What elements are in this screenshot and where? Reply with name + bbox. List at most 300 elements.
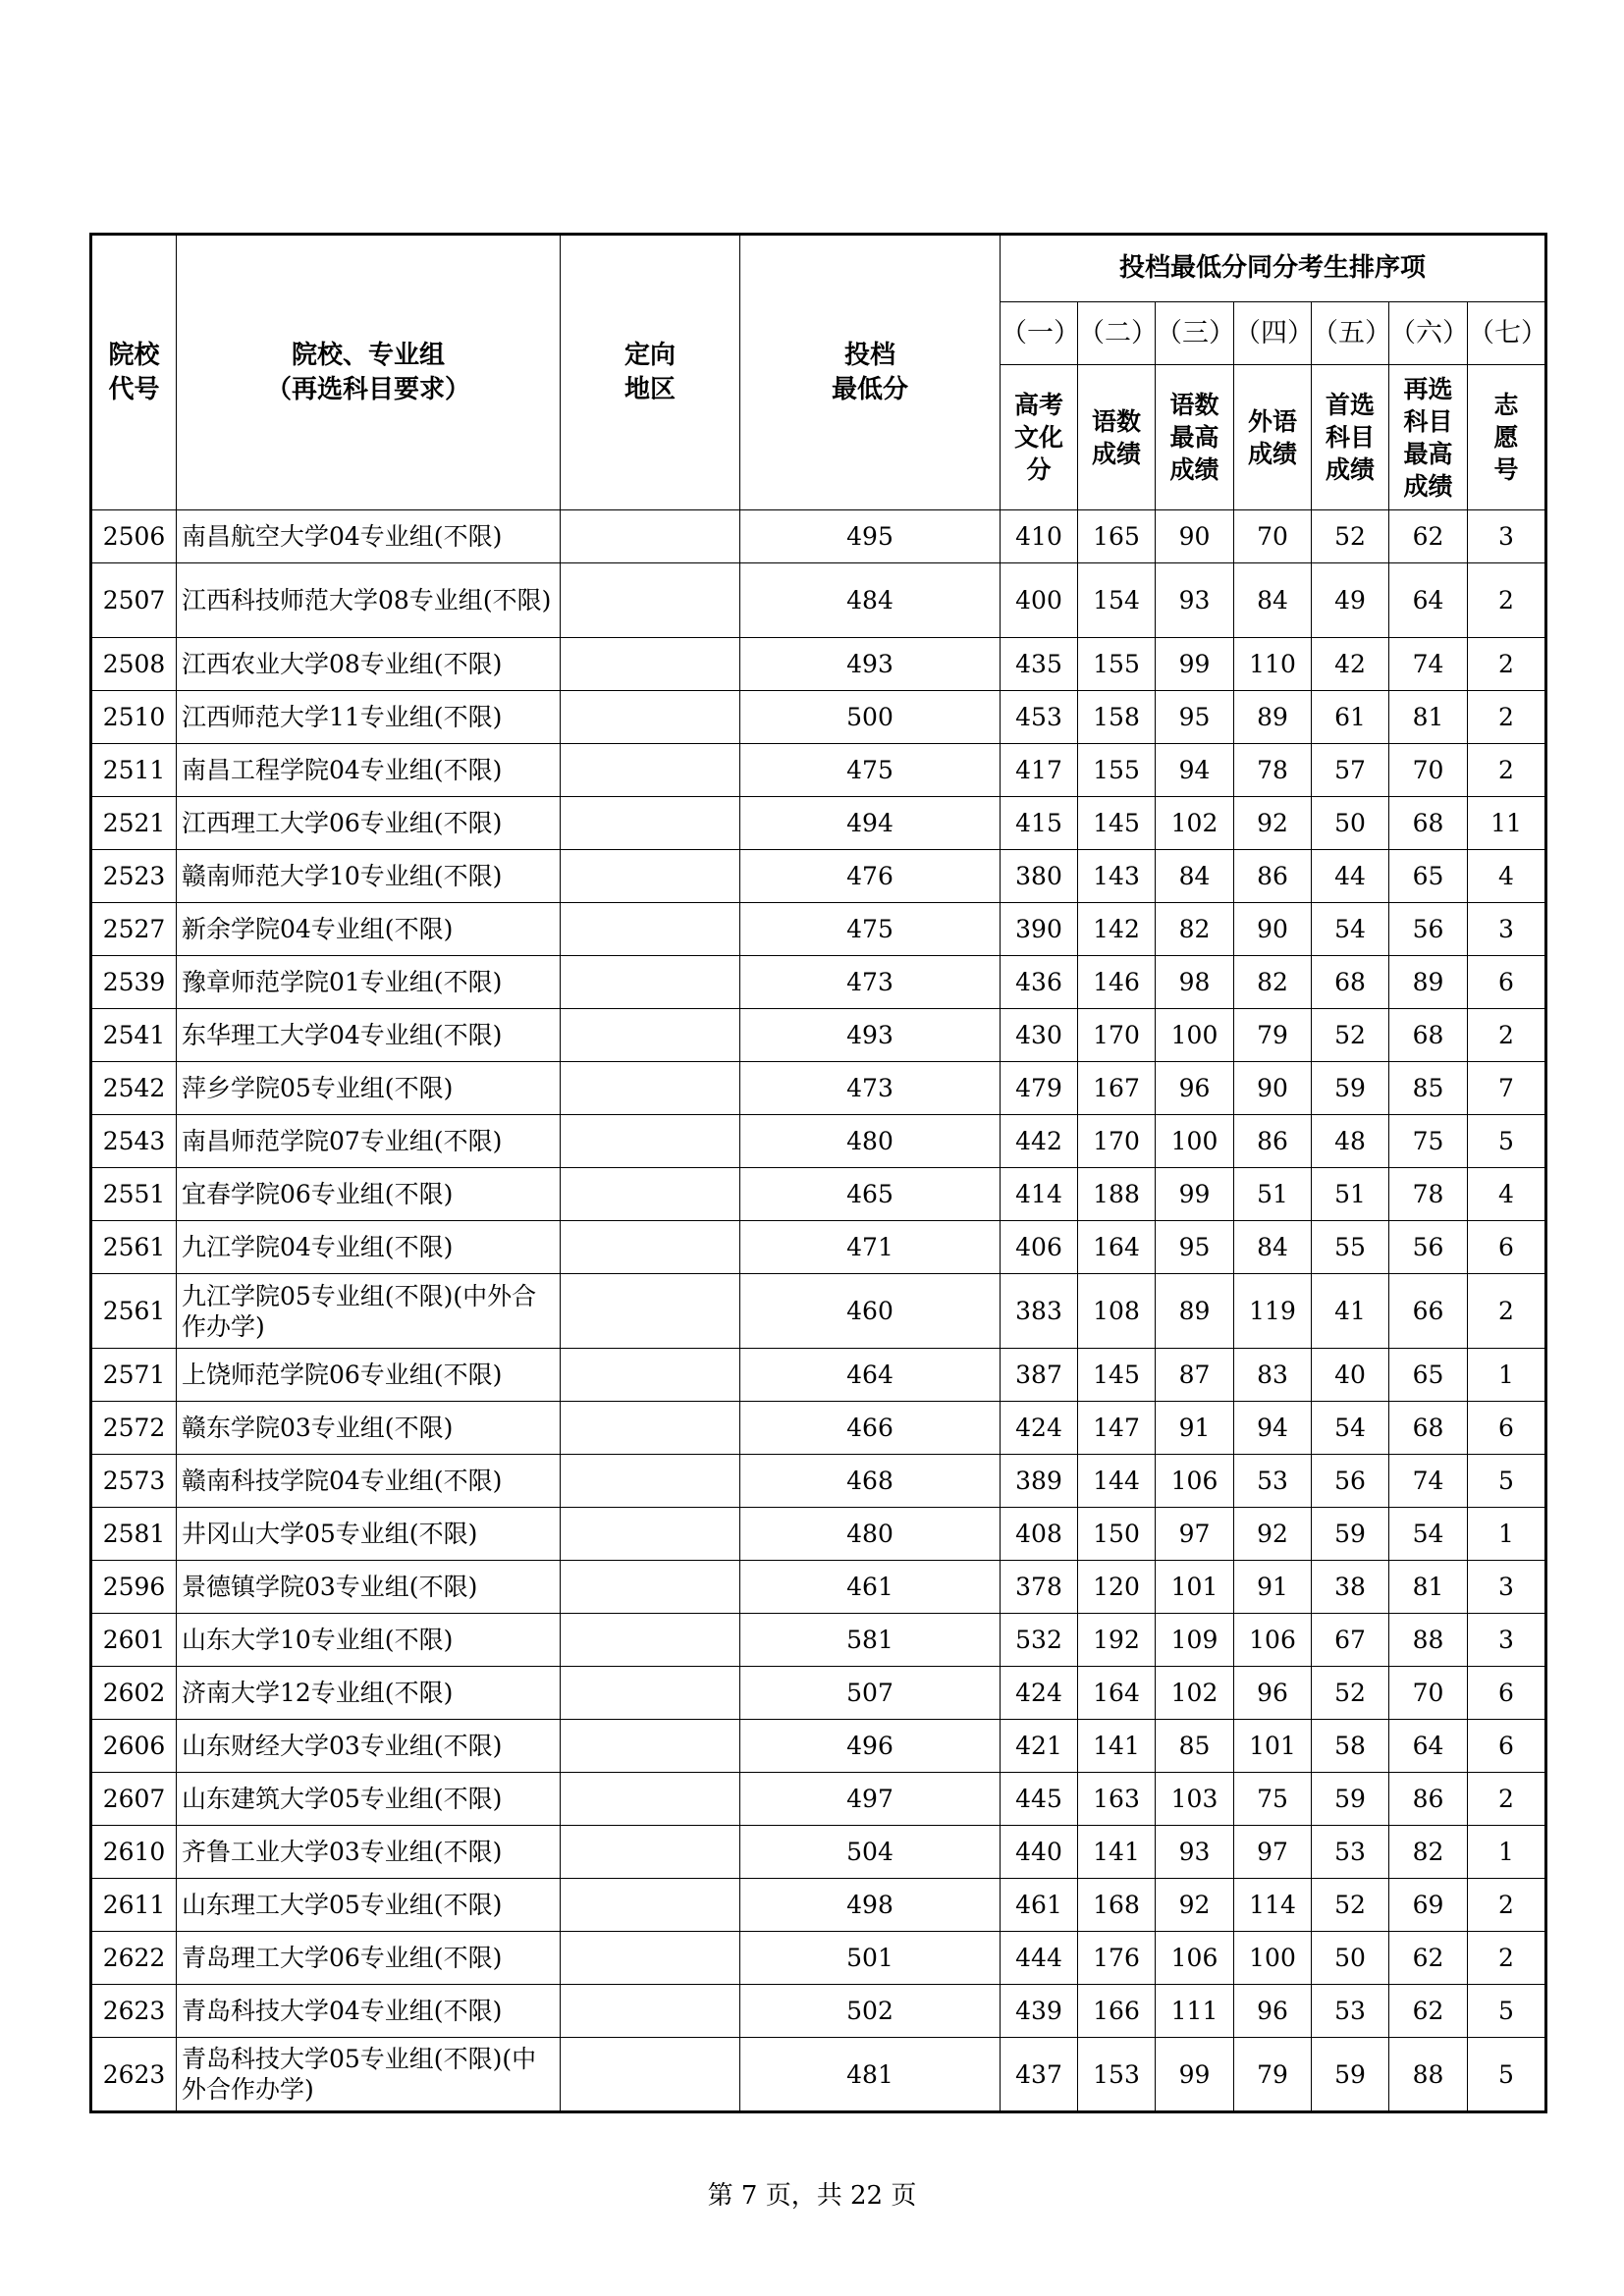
cell-sort-1: 383	[1001, 1274, 1078, 1349]
cell-region	[561, 510, 740, 563]
cell-sort-1: 439	[1001, 1985, 1078, 2038]
cell-region	[561, 1614, 740, 1667]
cell-sort-6: 64	[1389, 1720, 1468, 1773]
cell-sort-7: 5	[1468, 1455, 1546, 1508]
table-row	[91, 1985, 1546, 2038]
cell-name: 齐鲁工业大学03专业组(不限)	[177, 1826, 561, 1879]
cell-sort-3: 89	[1156, 1274, 1234, 1349]
cell-sort-2: 146	[1078, 956, 1156, 1009]
cell-sort-2: 164	[1078, 1221, 1156, 1274]
cell-sort-1: 417	[1001, 744, 1078, 797]
cell-sort-1: 410	[1001, 510, 1078, 563]
cell-min-score: 500	[740, 691, 1001, 744]
cell-sort-7: 1	[1468, 1826, 1546, 1879]
cell-sort-2: 145	[1078, 1349, 1156, 1402]
cell-sort-1: 378	[1001, 1561, 1078, 1614]
cell-sort-5: 56	[1312, 1455, 1389, 1508]
cell-sort-2: 165	[1078, 510, 1156, 563]
cell-sort-3: 102	[1156, 1667, 1234, 1720]
cell-region	[561, 1168, 740, 1221]
cell-sort-6: 56	[1389, 1221, 1468, 1274]
cell-sort-5: 59	[1312, 2038, 1389, 2112]
cell-code: 2602	[91, 1667, 177, 1720]
cell-sort-4: 84	[1234, 1221, 1312, 1274]
cell-sort-4: 106	[1234, 1614, 1312, 1667]
cell-sort-4: 96	[1234, 1985, 1312, 2038]
cell-name: 上饶师范学院06专业组(不限)	[177, 1349, 561, 1402]
cell-sort-6: 70	[1389, 1667, 1468, 1720]
cell-sort-5: 61	[1312, 691, 1389, 744]
cell-sort-6: 68	[1389, 1402, 1468, 1455]
cell-sort-3: 106	[1156, 1455, 1234, 1508]
table-row	[91, 638, 1546, 691]
header-sort-number: （四）	[1234, 302, 1312, 365]
cell-sort-4: 100	[1234, 1932, 1312, 1985]
table-row	[91, 1402, 1546, 1455]
cell-sort-6: 62	[1389, 1932, 1468, 1985]
cell-sort-7: 4	[1468, 1168, 1546, 1221]
cell-sort-4: 96	[1234, 1667, 1312, 1720]
cell-min-score: 475	[740, 903, 1001, 956]
cell-sort-6: 81	[1389, 1561, 1468, 1614]
table-row	[91, 1009, 1546, 1062]
cell-sort-4: 114	[1234, 1879, 1312, 1932]
cell-region	[561, 1932, 740, 1985]
cell-sort-3: 94	[1156, 744, 1234, 797]
cell-code: 2596	[91, 1561, 177, 1614]
cell-sort-2: 166	[1078, 1985, 1156, 2038]
cell-name: 赣东学院03专业组(不限)	[177, 1402, 561, 1455]
table-row	[91, 1062, 1546, 1115]
cell-sort-3: 99	[1156, 2038, 1234, 2112]
cell-name: 景德镇学院03专业组(不限)	[177, 1561, 561, 1614]
cell-sort-1: 390	[1001, 903, 1078, 956]
cell-name: 赣南科技学院04专业组(不限)	[177, 1455, 561, 1508]
cell-code: 2561	[91, 1221, 177, 1274]
cell-sort-2: 168	[1078, 1879, 1156, 1932]
table-row	[91, 1168, 1546, 1221]
cell-code: 2601	[91, 1614, 177, 1667]
cell-sort-2: 143	[1078, 850, 1156, 903]
table-row	[91, 563, 1546, 638]
cell-min-score: 484	[740, 563, 1001, 638]
cell-name: 东华理工大学04专业组(不限)	[177, 1009, 561, 1062]
cell-min-score: 507	[740, 1667, 1001, 1720]
cell-sort-2: 170	[1078, 1115, 1156, 1168]
cell-sort-3: 99	[1156, 638, 1234, 691]
cell-name: 山东理工大学05专业组(不限)	[177, 1879, 561, 1932]
cell-sort-4: 78	[1234, 744, 1312, 797]
cell-sort-5: 59	[1312, 1773, 1389, 1826]
cell-sort-4: 97	[1234, 1826, 1312, 1879]
cell-sort-4: 92	[1234, 797, 1312, 850]
cell-sort-5: 50	[1312, 797, 1389, 850]
header-code: 院校 代号	[91, 235, 177, 510]
cell-sort-7: 5	[1468, 1985, 1546, 2038]
cell-code: 2507	[91, 563, 177, 638]
cell-name: 赣南师范大学10专业组(不限)	[177, 850, 561, 903]
cell-code: 2581	[91, 1508, 177, 1561]
cell-sort-1: 453	[1001, 691, 1078, 744]
cell-sort-2: 192	[1078, 1614, 1156, 1667]
cell-sort-2: 164	[1078, 1667, 1156, 1720]
cell-name: 山东建筑大学05专业组(不限)	[177, 1773, 561, 1826]
cell-sort-5: 67	[1312, 1614, 1389, 1667]
cell-sort-2: 188	[1078, 1168, 1156, 1221]
cell-name: 青岛理工大学06专业组(不限)	[177, 1932, 561, 1985]
cell-region	[561, 1879, 740, 1932]
cell-sort-4: 53	[1234, 1455, 1312, 1508]
cell-sort-1: 387	[1001, 1349, 1078, 1402]
header-sort-item: 语数 最高 成绩	[1156, 365, 1234, 510]
table-row	[91, 797, 1546, 850]
cell-sort-1: 408	[1001, 1508, 1078, 1561]
cell-sort-3: 90	[1156, 510, 1234, 563]
table-row	[91, 691, 1546, 744]
cell-code: 2571	[91, 1349, 177, 1402]
cell-sort-2: 155	[1078, 744, 1156, 797]
cell-region	[561, 797, 740, 850]
cell-name: 宜春学院06专业组(不限)	[177, 1168, 561, 1221]
cell-sort-5: 59	[1312, 1508, 1389, 1561]
cell-sort-6: 62	[1389, 1985, 1468, 2038]
cell-min-score: 464	[740, 1349, 1001, 1402]
cell-sort-3: 85	[1156, 1720, 1234, 1773]
cell-region	[561, 638, 740, 691]
header-sort-item: 语数 成绩	[1078, 365, 1156, 510]
cell-name: 江西科技师范大学08专业组(不限)	[177, 563, 561, 638]
cell-min-score: 475	[740, 744, 1001, 797]
table-row	[91, 510, 1546, 563]
cell-sort-1: 430	[1001, 1009, 1078, 1062]
cell-code: 2511	[91, 744, 177, 797]
cell-sort-4: 90	[1234, 1062, 1312, 1115]
cell-name: 济南大学12专业组(不限)	[177, 1667, 561, 1720]
cell-code: 2508	[91, 638, 177, 691]
cell-sort-4: 101	[1234, 1720, 1312, 1773]
table-row	[91, 1879, 1546, 1932]
cell-region	[561, 1009, 740, 1062]
table-row	[91, 1826, 1546, 1879]
cell-sort-5: 40	[1312, 1349, 1389, 1402]
cell-sort-6: 78	[1389, 1168, 1468, 1221]
cell-code: 2541	[91, 1009, 177, 1062]
header-sort-number: （二）	[1078, 302, 1156, 365]
cell-sort-3: 93	[1156, 1826, 1234, 1879]
cell-region	[561, 1720, 740, 1773]
cell-sort-3: 102	[1156, 797, 1234, 850]
cell-region	[561, 1455, 740, 1508]
table-row	[91, 1455, 1546, 1508]
cell-sort-7: 2	[1468, 691, 1546, 744]
cell-sort-5: 52	[1312, 1009, 1389, 1062]
header-sort-number: （六）	[1389, 302, 1468, 365]
cell-sort-7: 3	[1468, 1561, 1546, 1614]
header-sort-number: （一）	[1001, 302, 1078, 365]
cell-sort-6: 65	[1389, 850, 1468, 903]
cell-code: 2523	[91, 850, 177, 903]
cell-sort-6: 69	[1389, 1879, 1468, 1932]
cell-sort-1: 445	[1001, 1773, 1078, 1826]
cell-sort-4: 86	[1234, 1115, 1312, 1168]
cell-min-score: 466	[740, 1402, 1001, 1455]
cell-sort-6: 75	[1389, 1115, 1468, 1168]
header-sort-item: 首选 科目 成绩	[1312, 365, 1389, 510]
cell-region	[561, 691, 740, 744]
cell-sort-1: 444	[1001, 1932, 1078, 1985]
cell-min-score: 476	[740, 850, 1001, 903]
table-row	[91, 1274, 1546, 1349]
header-sort-item: 高考 文化 分	[1001, 365, 1078, 510]
cell-sort-5: 53	[1312, 1985, 1389, 2038]
cell-code: 2607	[91, 1773, 177, 1826]
table-row	[91, 1720, 1546, 1773]
cell-sort-3: 95	[1156, 691, 1234, 744]
cell-sort-3: 95	[1156, 1221, 1234, 1274]
cell-sort-5: 57	[1312, 744, 1389, 797]
cell-sort-6: 56	[1389, 903, 1468, 956]
cell-region	[561, 850, 740, 903]
cell-sort-3: 99	[1156, 1168, 1234, 1221]
cell-sort-3: 96	[1156, 1062, 1234, 1115]
cell-name: 豫章师范学院01专业组(不限)	[177, 956, 561, 1009]
cell-min-score: 460	[740, 1274, 1001, 1349]
table-row	[91, 2038, 1546, 2112]
cell-sort-3: 100	[1156, 1009, 1234, 1062]
table-row	[91, 1115, 1546, 1168]
cell-sort-1: 424	[1001, 1667, 1078, 1720]
cell-sort-6: 68	[1389, 797, 1468, 850]
cell-sort-7: 2	[1468, 638, 1546, 691]
cell-region	[561, 1349, 740, 1402]
cell-name: 山东大学10专业组(不限)	[177, 1614, 561, 1667]
table-row	[91, 1221, 1546, 1274]
cell-region	[561, 1221, 740, 1274]
cell-sort-1: 415	[1001, 797, 1078, 850]
cell-sort-3: 101	[1156, 1561, 1234, 1614]
header-name: 院校、专业组 （再选科目要求）	[177, 235, 561, 510]
cell-sort-5: 58	[1312, 1720, 1389, 1773]
cell-min-score: 461	[740, 1561, 1001, 1614]
cell-code: 2539	[91, 956, 177, 1009]
page-footer: 第 7 页，共 22 页	[707, 2181, 917, 2211]
cell-sort-4: 89	[1234, 691, 1312, 744]
cell-min-score: 493	[740, 638, 1001, 691]
header-region: 定向 地区	[561, 235, 740, 510]
cell-sort-6: 82	[1389, 1826, 1468, 1879]
cell-sort-2: 155	[1078, 638, 1156, 691]
cell-region	[561, 1508, 740, 1561]
cell-sort-5: 50	[1312, 1932, 1389, 1985]
table-row	[91, 1508, 1546, 1561]
cell-sort-2: 147	[1078, 1402, 1156, 1455]
cell-sort-4: 90	[1234, 903, 1312, 956]
cell-min-score: 504	[740, 1826, 1001, 1879]
cell-sort-6: 70	[1389, 744, 1468, 797]
header-sort-number: （三）	[1156, 302, 1234, 365]
cell-min-score: 501	[740, 1932, 1001, 1985]
cell-sort-1: 440	[1001, 1826, 1078, 1879]
cell-region	[561, 1826, 740, 1879]
cell-sort-7: 5	[1468, 1115, 1546, 1168]
cell-sort-6: 65	[1389, 1349, 1468, 1402]
cell-sort-2: 144	[1078, 1455, 1156, 1508]
cell-sort-5: 53	[1312, 1826, 1389, 1879]
cell-min-score: 494	[740, 797, 1001, 850]
cell-min-score: 496	[740, 1720, 1001, 1773]
table-row	[91, 1561, 1546, 1614]
cell-sort-7: 3	[1468, 510, 1546, 563]
cell-sort-2: 153	[1078, 2038, 1156, 2112]
cell-sort-7: 3	[1468, 903, 1546, 956]
cell-name: 九江学院04专业组(不限)	[177, 1221, 561, 1274]
cell-name: 青岛科技大学05专业组(不限)(中外合作办学)	[177, 2038, 561, 2112]
admission-table	[89, 233, 1547, 2113]
cell-sort-2: 158	[1078, 691, 1156, 744]
cell-sort-1: 461	[1001, 1879, 1078, 1932]
cell-sort-3: 106	[1156, 1932, 1234, 1985]
cell-sort-4: 92	[1234, 1508, 1312, 1561]
cell-sort-7: 2	[1468, 744, 1546, 797]
cell-code: 2623	[91, 1985, 177, 2038]
cell-code: 2542	[91, 1062, 177, 1115]
cell-sort-7: 7	[1468, 1062, 1546, 1115]
cell-min-score: 502	[740, 1985, 1001, 2038]
header-sort-item: 志 愿 号	[1468, 365, 1546, 510]
cell-sort-5: 59	[1312, 1062, 1389, 1115]
cell-name: 青岛科技大学04专业组(不限)	[177, 1985, 561, 2038]
cell-sort-6: 88	[1389, 2038, 1468, 2112]
cell-code: 2506	[91, 510, 177, 563]
cell-sort-5: 52	[1312, 510, 1389, 563]
cell-region	[561, 1115, 740, 1168]
cell-sort-6: 74	[1389, 638, 1468, 691]
cell-sort-2: 141	[1078, 1826, 1156, 1879]
cell-sort-2: 145	[1078, 797, 1156, 850]
cell-sort-3: 93	[1156, 563, 1234, 638]
table-row	[91, 1614, 1546, 1667]
cell-code: 2611	[91, 1879, 177, 1932]
cell-sort-4: 83	[1234, 1349, 1312, 1402]
cell-name: 江西农业大学08专业组(不限)	[177, 638, 561, 691]
cell-sort-4: 110	[1234, 638, 1312, 691]
cell-min-score: 471	[740, 1221, 1001, 1274]
cell-region	[561, 903, 740, 956]
cell-region	[561, 563, 740, 638]
cell-code: 2606	[91, 1720, 177, 1773]
table-row	[91, 903, 1546, 956]
cell-code: 2623	[91, 2038, 177, 2112]
cell-sort-3: 84	[1156, 850, 1234, 903]
cell-sort-1: 380	[1001, 850, 1078, 903]
cell-sort-5: 49	[1312, 563, 1389, 638]
cell-sort-2: 142	[1078, 903, 1156, 956]
cell-name: 井冈山大学05专业组(不限)	[177, 1508, 561, 1561]
cell-sort-7: 1	[1468, 1349, 1546, 1402]
cell-sort-2: 154	[1078, 563, 1156, 638]
cell-sort-7: 6	[1468, 1221, 1546, 1274]
cell-sort-1: 532	[1001, 1614, 1078, 1667]
cell-sort-2: 141	[1078, 1720, 1156, 1773]
cell-sort-7: 6	[1468, 1667, 1546, 1720]
cell-sort-2: 176	[1078, 1932, 1156, 1985]
cell-sort-4: 79	[1234, 1009, 1312, 1062]
cell-code: 2551	[91, 1168, 177, 1221]
cell-sort-4: 70	[1234, 510, 1312, 563]
cell-min-score: 473	[740, 1062, 1001, 1115]
table-row	[91, 1349, 1546, 1402]
cell-sort-7: 1	[1468, 1508, 1546, 1561]
cell-min-score: 495	[740, 510, 1001, 563]
cell-sort-4: 94	[1234, 1402, 1312, 1455]
cell-sort-5: 42	[1312, 638, 1389, 691]
cell-sort-5: 54	[1312, 903, 1389, 956]
cell-sort-3: 100	[1156, 1115, 1234, 1168]
cell-code: 2561	[91, 1274, 177, 1349]
cell-name: 南昌师范学院07专业组(不限)	[177, 1115, 561, 1168]
cell-min-score: 468	[740, 1455, 1001, 1508]
cell-min-score: 473	[740, 956, 1001, 1009]
cell-sort-1: 479	[1001, 1062, 1078, 1115]
cell-code: 2610	[91, 1826, 177, 1879]
cell-code: 2521	[91, 797, 177, 850]
cell-sort-6: 85	[1389, 1062, 1468, 1115]
table-row	[91, 744, 1546, 797]
cell-sort-3: 109	[1156, 1614, 1234, 1667]
table-row	[91, 1932, 1546, 1985]
header-sort-group: 投档最低分同分考生排序项	[1001, 235, 1546, 302]
cell-sort-5: 38	[1312, 1561, 1389, 1614]
cell-sort-3: 97	[1156, 1508, 1234, 1561]
cell-code: 2572	[91, 1402, 177, 1455]
cell-sort-4: 86	[1234, 850, 1312, 903]
cell-sort-3: 87	[1156, 1349, 1234, 1402]
cell-sort-7: 2	[1468, 1009, 1546, 1062]
cell-sort-5: 44	[1312, 850, 1389, 903]
cell-sort-6: 74	[1389, 1455, 1468, 1508]
cell-sort-1: 442	[1001, 1115, 1078, 1168]
header-min-score: 投档 最低分	[740, 235, 1001, 510]
cell-min-score: 480	[740, 1508, 1001, 1561]
cell-sort-4: 75	[1234, 1773, 1312, 1826]
cell-sort-7: 3	[1468, 1614, 1546, 1667]
cell-sort-3: 91	[1156, 1402, 1234, 1455]
cell-name: 新余学院04专业组(不限)	[177, 903, 561, 956]
cell-code: 2573	[91, 1455, 177, 1508]
cell-name: 江西师范大学11专业组(不限)	[177, 691, 561, 744]
cell-sort-4: 91	[1234, 1561, 1312, 1614]
cell-sort-2: 163	[1078, 1773, 1156, 1826]
cell-region	[561, 2038, 740, 2112]
cell-name: 山东财经大学03专业组(不限)	[177, 1720, 561, 1773]
cell-region	[561, 1402, 740, 1455]
cell-sort-1: 436	[1001, 956, 1078, 1009]
cell-sort-2: 108	[1078, 1274, 1156, 1349]
cell-min-score: 498	[740, 1879, 1001, 1932]
cell-min-score: 481	[740, 2038, 1001, 2112]
cell-sort-6: 88	[1389, 1614, 1468, 1667]
cell-sort-6: 86	[1389, 1773, 1468, 1826]
cell-sort-1: 437	[1001, 2038, 1078, 2112]
cell-name: 萍乡学院05专业组(不限)	[177, 1062, 561, 1115]
header-sort-item: 再选 科目 最高 成绩	[1389, 365, 1468, 510]
cell-sort-1: 421	[1001, 1720, 1078, 1773]
cell-code: 2510	[91, 691, 177, 744]
cell-sort-7: 6	[1468, 956, 1546, 1009]
cell-sort-5: 55	[1312, 1221, 1389, 1274]
cell-sort-7: 6	[1468, 1402, 1546, 1455]
cell-sort-1: 400	[1001, 563, 1078, 638]
